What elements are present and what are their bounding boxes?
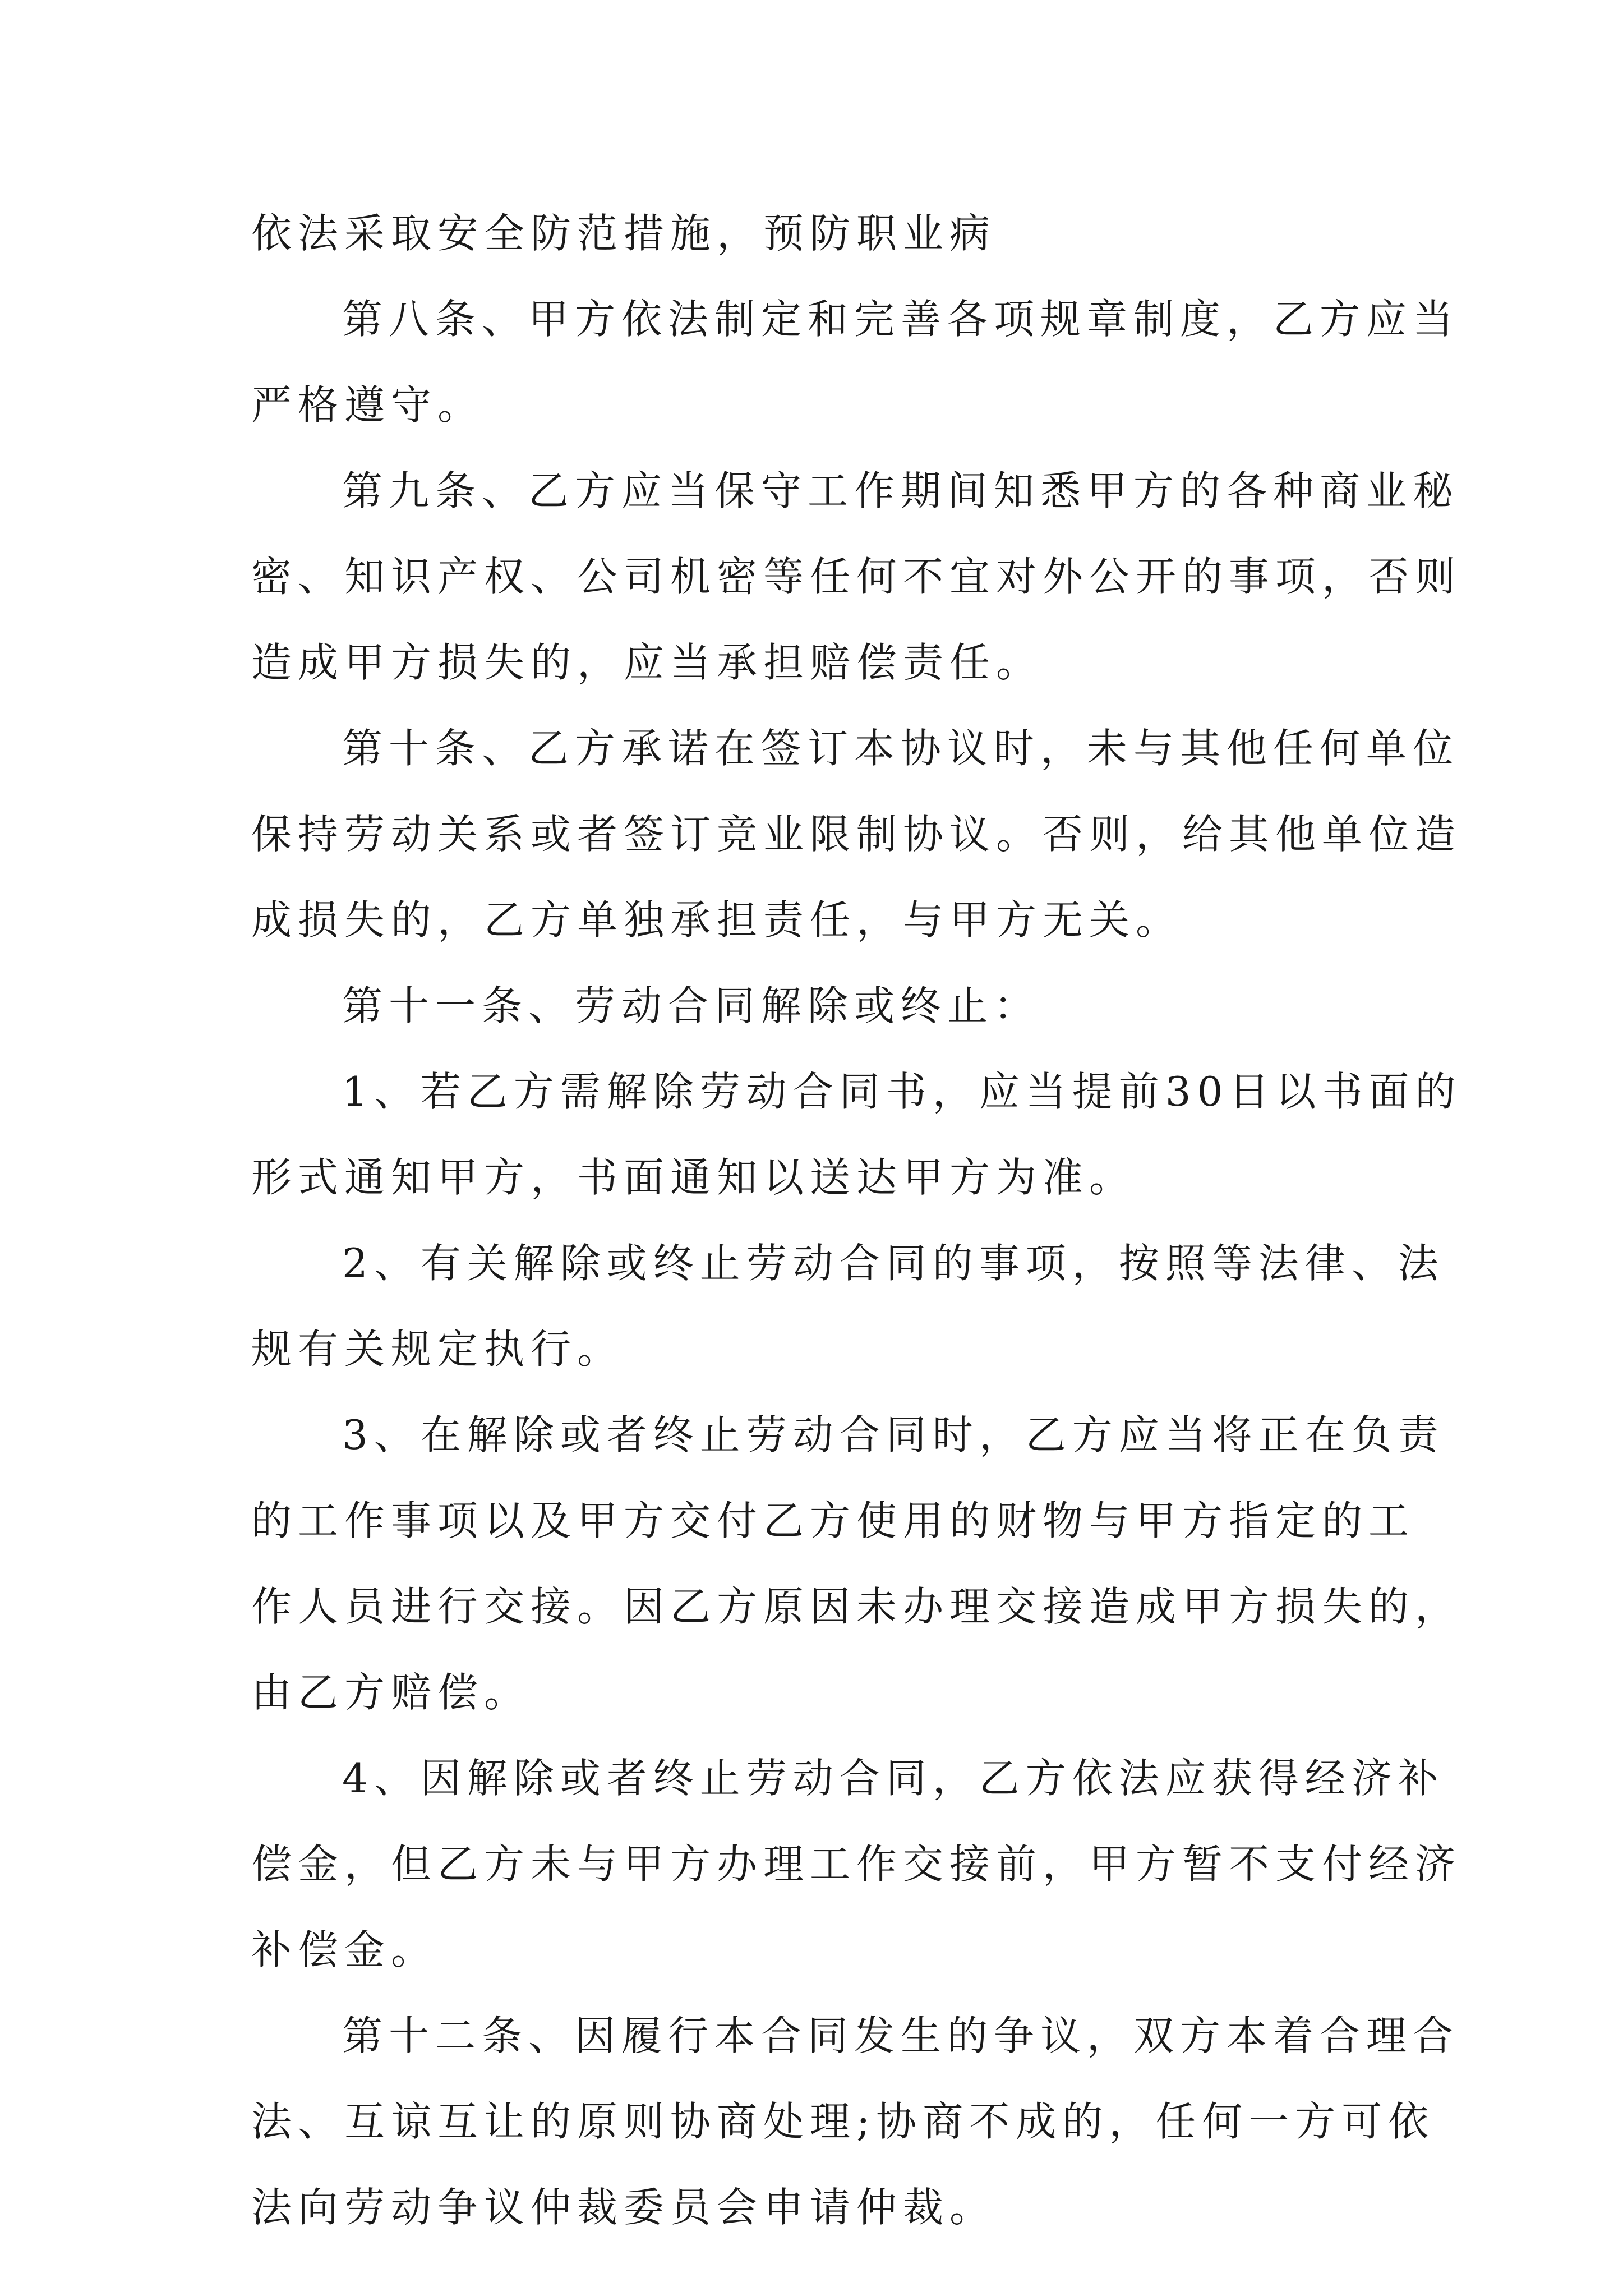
contract-body-text	[251, 191, 1462, 2251]
text-line: 作人员进行交接。因乙方原因未办理交接造成甲方损失的，	[251, 1583, 1462, 1630]
text-line: 密、知识产权、公司机密等任何不宜对外公开的事项，否则	[251, 553, 1462, 600]
text-line: 第九条、乙方应当保守工作期间知悉甲方的各种商业秘	[342, 467, 1460, 514]
text-line: 由乙方赔偿。	[251, 1669, 531, 1716]
text-line: 依法采取安全防范措施，预防职业病	[251, 210, 997, 257]
text-line: 的工作事项以及甲方交付乙方使用的财物与甲方指定的工	[251, 1497, 1415, 1544]
text-line: 形式通知甲方，书面通知以送达甲方为准。	[251, 1154, 1136, 1201]
text-line: 偿金，但乙方未与甲方办理工作交接前，甲方暂不支付经济	[251, 1841, 1462, 1888]
text-line: 第十一条、劳动合同解除或终止：	[342, 982, 1041, 1029]
text-line: 1、若乙方需解除劳动合同书，应当提前30日以书面的	[342, 1068, 1462, 1115]
text-line: 2、有关解除或终止劳动合同的事项，按照等法律、法	[342, 1240, 1445, 1287]
text-line: 第八条、甲方依法制定和完善各项规章制度，乙方应当	[342, 296, 1460, 343]
text-line: 造成甲方损失的，应当承担赔偿责任。	[251, 639, 1043, 686]
text-line: 3、在解除或者终止劳动合同时，乙方应当将正在负责	[342, 1411, 1445, 1458]
text-line: 第十条、乙方承诺在签订本协议时，未与其他任何单位	[342, 725, 1460, 772]
text-line: 法向劳动争议仲裁委员会申请仲裁。	[251, 2184, 997, 2231]
text-line: 成损失的，乙方单独承担责任，与甲方无关。	[251, 896, 1183, 944]
text-line: 补偿金。	[251, 1926, 438, 1973]
text-line: 严格遵守。	[251, 381, 485, 429]
text-line: 4、因解除或者终止劳动合同，乙方依法应获得经济补	[342, 1755, 1445, 1802]
text-line: 第十二条、因履行本合同发生的争议，双方本着合理合	[342, 2012, 1460, 2059]
text-line: 规有关规定执行。	[251, 1326, 624, 1373]
text-line: 保持劳动关系或者签订竞业限制协议。否则，给其他单位造	[251, 811, 1462, 858]
text-line: 法、互谅互让的原则协商处理;协商不成的，任何一方可依	[251, 2098, 1435, 2145]
